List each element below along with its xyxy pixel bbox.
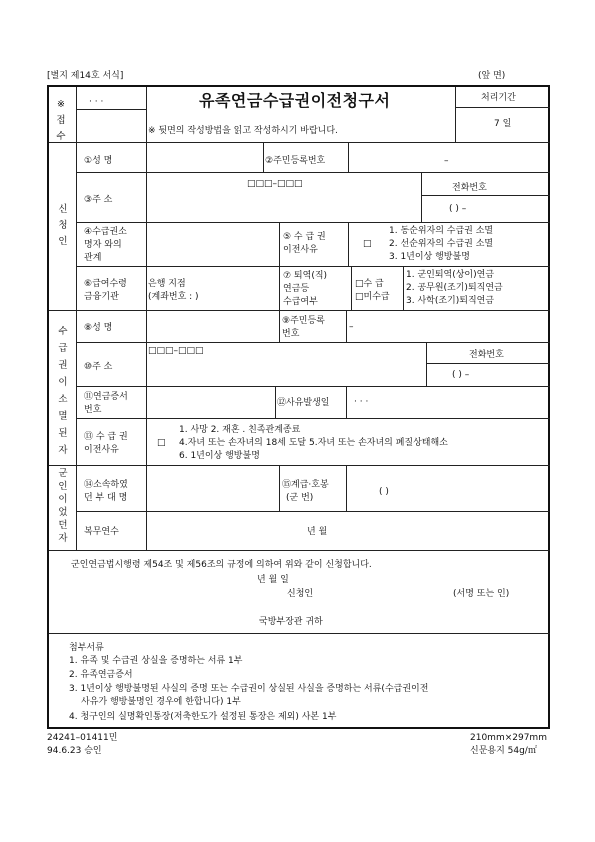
loser-rrn-label-1: ⑨주민등록 (282, 316, 325, 326)
loser-reason-line-1: 1. 사망 2. 재혼 . 친족관계종료 (179, 425, 301, 435)
loser-reason-label-2: 이전사유 (84, 445, 119, 455)
footer-code: 24241–01411민 (47, 733, 118, 743)
loser-reason-line-2: 4.자녀 또는 손자녀의 18세 도달 5.자녀 또는 손자녀의 폐질상태해소 (179, 438, 448, 448)
attachment-item-4: 4. 청구인의 실명확인통장(저축한도가 설정된 통장은 제외) 사본 1부 (69, 712, 337, 722)
form-title: 유족연금수급권이전청구서 (199, 91, 391, 110)
reception-dots: · · · (89, 97, 104, 107)
attachment-item-3a: 3. 1년이상 행방불명된 사실의 증명 또는 수급권이 상실된 사실을 증명하는 서류(수급권이전 (69, 684, 429, 694)
statement-applicant: 신청인 (287, 589, 314, 599)
applicant-section-label: 신청인 (58, 204, 68, 247)
retire-label-3: 수급여부 (283, 297, 318, 307)
addressee: 국방부장관 귀하 (259, 617, 323, 627)
retire-check-received[interactable]: □수 급 (355, 279, 384, 289)
occurrence-date-label: ⑫사유발생일 (277, 398, 330, 408)
page-side-label: (앞 면) (478, 71, 506, 81)
retire-label-1: ⑦ 퇴역(직) (283, 271, 328, 281)
processing-period-value: 7 일 (494, 119, 512, 129)
soldier-section-label: 군인이었던자 (58, 468, 68, 544)
pension-cert-label-1: ⑪연금증서 (84, 392, 128, 402)
loser-reason-label-1: ⑬ 수 급 권 (84, 432, 128, 442)
bank-label-2: 금융기관 (84, 292, 119, 302)
application-form (47, 85, 550, 729)
attachment-item-2: 2. 유족연금증서 (69, 670, 133, 680)
attachment-item-3b: 사유가 행방불명인 경우에 한합니다) 1부 (81, 697, 241, 707)
footer-size: 210mm×297mm (470, 733, 547, 743)
processing-period-label: 처리기간 (481, 93, 516, 103)
rank-label-2: (군 번) (286, 493, 314, 503)
retire-option-3: 3. 사학(조기)퇴직연금 (406, 296, 495, 306)
rank-value: ( ) (379, 487, 389, 497)
loser-rrn-value: – (349, 322, 354, 332)
statement-text: 군인연금법시행령 제54조 및 제56조의 규정에 의하여 위와 같이 신청합니다. (71, 560, 372, 570)
loser-rrn-label-2: 번호 (282, 329, 300, 339)
relation-label-1: ④수급권소 (84, 227, 127, 237)
transfer-reason-label-1: ⑤ 수 급 권 (283, 232, 326, 242)
bank-branch: 은행 지점 (148, 279, 186, 289)
form-number: [별지 제14호 서식] (47, 71, 124, 81)
loser-section-label: 수급권이 소멸된자 (58, 326, 68, 456)
unit-label-2: 던 부 대 명 (84, 493, 128, 503)
instruction-note: ※ 뒷면의 작성방법을 읽고 작성하시기 바랍니다. (148, 126, 338, 136)
loser-reason-checkbox[interactable]: □ (157, 438, 166, 448)
transfer-reason-label-2: 이전사유 (283, 245, 318, 255)
transfer-reason-3: 3. 1년이상 행방불명 (389, 252, 470, 262)
service-years-value: 년 월 (307, 527, 328, 537)
bank-label-1: ⑥급여수령 (84, 279, 127, 289)
unit-label-1: ⑭소속하였 (84, 480, 128, 490)
statement-sign: (서명 또는 인) (453, 589, 510, 599)
retire-option-1: 1. 군인퇴역(상이)연금 (406, 270, 495, 280)
applicant-name-label: ①성 명 (84, 156, 113, 166)
loser-address-label: ⑩주 소 (84, 362, 113, 372)
service-years-label: 복무연수 (84, 527, 119, 537)
loser-phone-label: 전화번호 (469, 350, 504, 360)
applicant-rrn-value: – (444, 156, 449, 166)
transfer-reason-checkbox[interactable]: □ (363, 239, 372, 249)
retire-check-not-received[interactable]: □미수급 (355, 292, 390, 302)
loser-name-label: ⑧성 명 (84, 323, 113, 333)
applicant-phone-label: 전화번호 (452, 183, 487, 193)
loser-reason-line-3: 6. 1년이상 행방불명 (179, 451, 260, 461)
applicant-phone-value: ( ) – (449, 204, 467, 214)
statement-date: 년 월 일 (257, 575, 289, 585)
attachment-item-1: 1. 유족 및 수급권 상실을 증명하는 서류 1부 (69, 656, 243, 666)
rank-label-1: ⑮계급·호봉 (282, 480, 329, 490)
applicant-postal-boxes: □□□–□□□ (247, 179, 303, 189)
loser-postal-boxes: □□□–□□□ (148, 346, 204, 356)
relation-label-3: 관계 (84, 253, 102, 263)
reception-label: ※ 접 수 (56, 99, 66, 142)
transfer-reason-1: 1. 동순위자의 수급권 소멸 (389, 226, 494, 236)
pension-cert-label-2: 번호 (84, 405, 102, 415)
footer-paper: 신문용지 54g/㎡ (470, 746, 537, 756)
applicant-address-label: ③주 소 (84, 195, 113, 205)
retire-label-2: 연금등 (283, 284, 310, 294)
occurrence-date-value: · · · (354, 397, 369, 407)
applicant-rrn-label: ②주민등록번호 (265, 156, 326, 166)
relation-label-2: 명자 와의 (84, 240, 122, 250)
attachments-title: 첨부서류 (69, 643, 104, 653)
bank-account: (계좌번호 : ) (148, 292, 199, 302)
transfer-reason-2: 2. 선순위자의 수급권 소멸 (389, 239, 494, 249)
footer-approval: 94.6.23 승인 (47, 746, 102, 756)
loser-phone-value: ( ) – (452, 370, 470, 380)
retire-option-2: 2. 공무원(조기)퇴직연금 (406, 283, 503, 293)
